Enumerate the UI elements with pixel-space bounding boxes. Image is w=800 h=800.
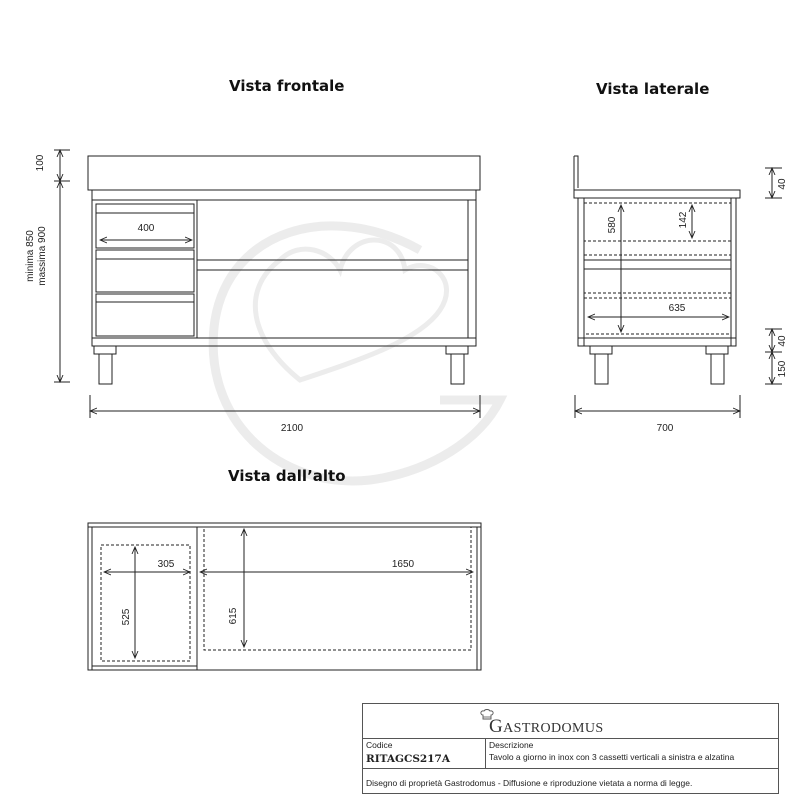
brand-name — [489, 716, 604, 738]
side-upstand — [574, 156, 578, 188]
code-cell — [363, 739, 486, 768]
side-view-title: Vista laterale — [596, 80, 710, 98]
top-open-depth-dim: 615 — [228, 607, 239, 625]
title-block-logo-row — [363, 704, 778, 739]
front-worktop — [92, 190, 476, 200]
title-block-info-row — [363, 739, 778, 769]
top-view — [88, 523, 481, 670]
side-leg-left — [590, 346, 612, 354]
product-code: RITAGCS217A — [366, 753, 450, 765]
top-drawer-depth-dim: 525 — [121, 608, 132, 626]
watermark-logo — [213, 226, 500, 481]
front-leg-left — [94, 346, 116, 354]
side-inner-height-dim: 580 — [607, 216, 618, 234]
product-description: Tavolo a giorno in inox con 3 cassetti verticali a sinistra e alzatina — [489, 752, 735, 762]
side-shelf — [584, 260, 731, 269]
side-worktop — [574, 190, 740, 198]
side-drawer-low — [584, 298, 731, 334]
front-total-width-dim: 2100 — [280, 423, 304, 434]
ownership-notice: Disegno di proprietà Gastrodomus - Diffusione e riproduzione vietata a norma di legge. — [366, 778, 693, 788]
side-upstand-dim: 40 — [777, 178, 788, 190]
side-body — [578, 198, 736, 346]
front-upstand — [88, 156, 480, 190]
side-base-dim: 40 — [777, 335, 788, 347]
title-block — [362, 703, 779, 794]
front-height-min-dim: minima 850 — [25, 230, 36, 282]
front-leg-right — [446, 346, 468, 354]
side-drawer-height-dim: 142 — [678, 211, 689, 229]
code-label: Codice — [366, 740, 393, 750]
front-drawer-width-dim: 400 — [137, 223, 155, 234]
side-total-depth-dim: 700 — [656, 423, 674, 434]
front-upstand-dim: 100 — [35, 154, 46, 172]
top-drawer-width-dim: 305 — [157, 559, 175, 570]
top-open-width-dim: 1650 — [391, 559, 415, 570]
front-drawer-2 — [96, 250, 194, 292]
side-foot-right — [711, 354, 724, 384]
description-label: Descrizione — [489, 740, 534, 750]
side-drawer-mid — [584, 255, 731, 293]
front-drawer-3 — [96, 294, 194, 336]
front-body — [92, 200, 476, 346]
front-view-title: Vista frontale — [229, 77, 345, 95]
front-view — [54, 150, 480, 418]
side-inner-depth-dim: 635 — [668, 303, 686, 314]
side-leg-right — [706, 346, 728, 354]
top-drawer-area — [101, 545, 190, 661]
front-foot-right — [451, 354, 464, 384]
side-view — [574, 156, 782, 418]
side-foot-left — [595, 354, 608, 384]
front-foot-left — [99, 354, 112, 384]
side-feet-dim: 150 — [777, 360, 788, 378]
top-view-title: Vista dall’alto — [228, 467, 346, 485]
brand-rest: ASTRODOMUS — [503, 721, 604, 736]
front-height-max-dim: massima 900 — [37, 226, 48, 286]
brand-initial: G — [489, 716, 504, 737]
